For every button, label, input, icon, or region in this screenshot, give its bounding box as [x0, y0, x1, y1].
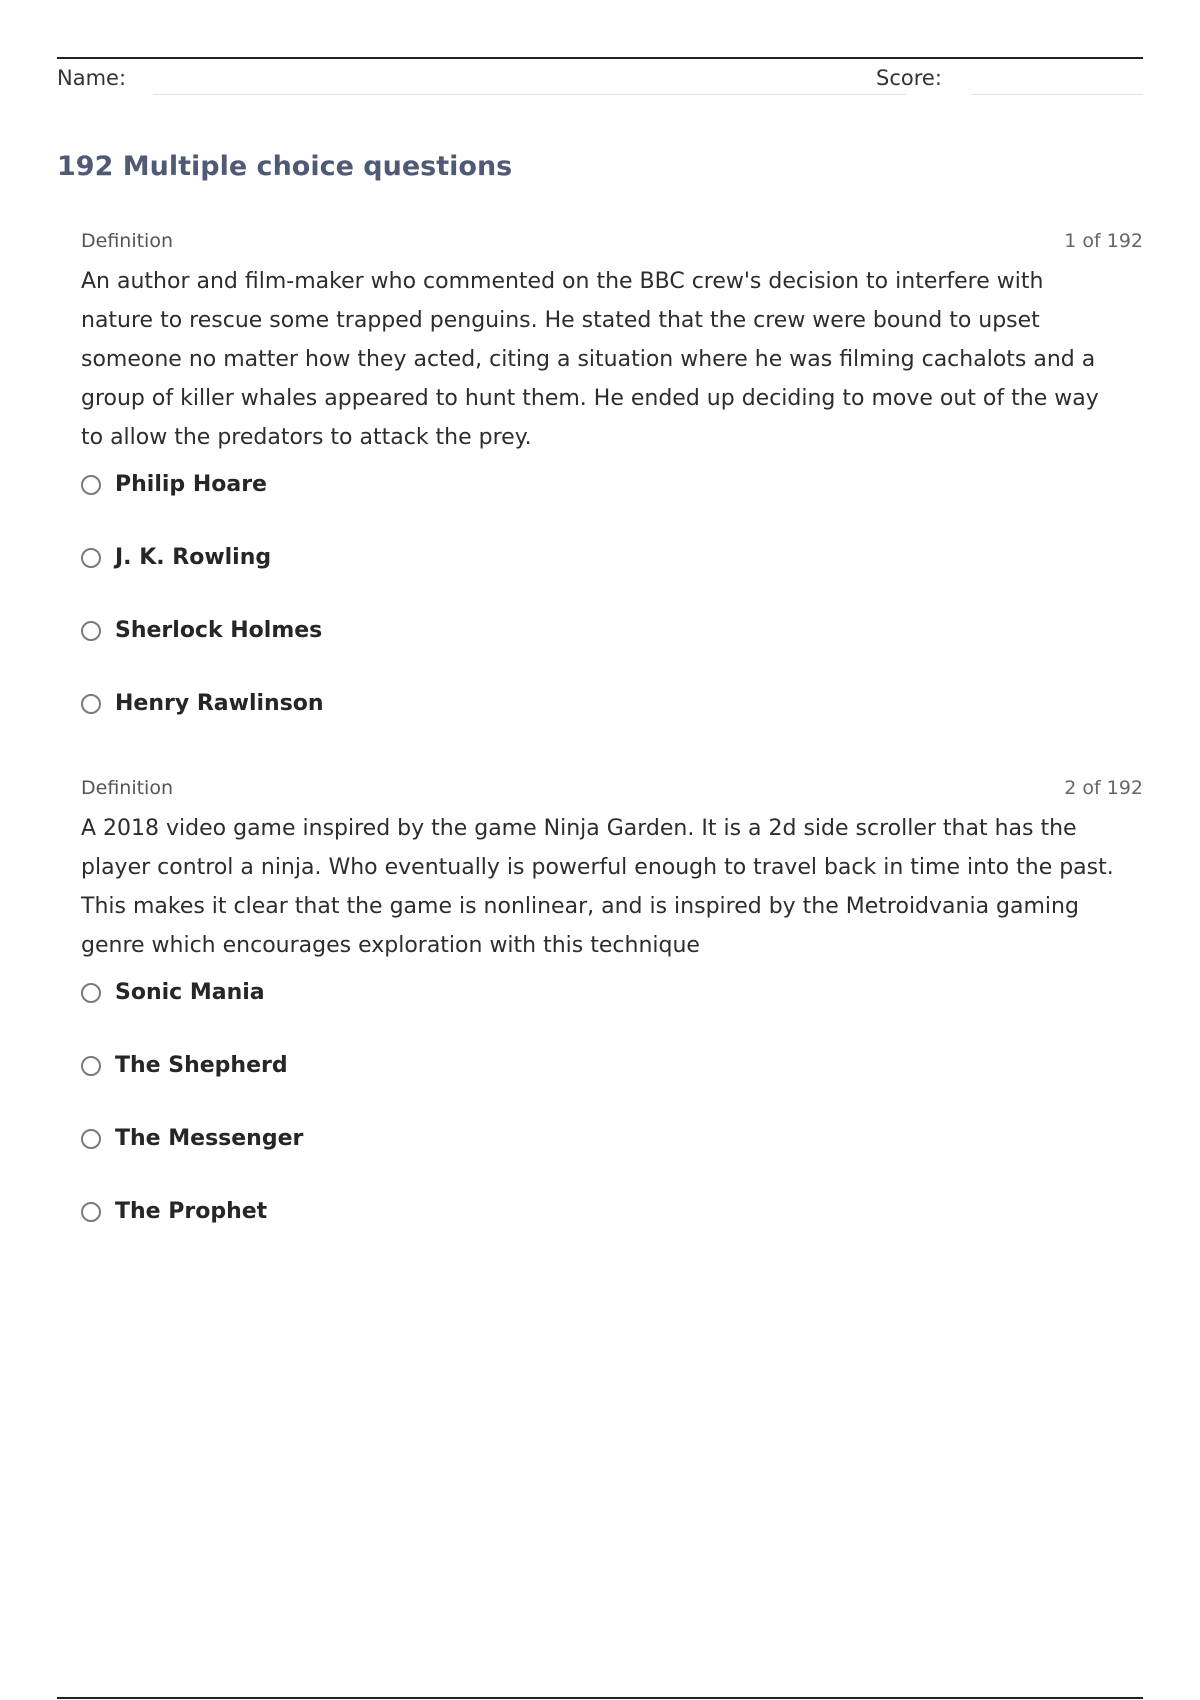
- radio-circle-icon[interactable]: [81, 1202, 101, 1222]
- radio-circle-icon[interactable]: [81, 548, 101, 568]
- answer-label: Sonic Mania: [115, 980, 265, 1005]
- radio-circle-icon[interactable]: [81, 621, 101, 641]
- answer-label: The Prophet: [115, 1199, 268, 1224]
- answer-label: The Shepherd: [115, 1053, 288, 1078]
- answer-label: J. K. Rowling: [115, 545, 272, 570]
- answer-option[interactable]: [81, 688, 1143, 761]
- question-counter: 2 of 192: [1064, 777, 1143, 799]
- radio-circle-icon[interactable]: [81, 983, 101, 1003]
- answer-options: [81, 469, 1143, 761]
- bottom-divider: [57, 1697, 1143, 1699]
- page-title: 192 Multiple choice questions: [57, 151, 513, 182]
- question-header: [81, 775, 1143, 801]
- radio-circle-icon[interactable]: [81, 475, 101, 495]
- answer-option[interactable]: [81, 542, 1143, 615]
- answer-option[interactable]: [81, 1050, 1143, 1123]
- answer-option[interactable]: [81, 977, 1143, 1050]
- radio-circle-icon[interactable]: [81, 1056, 101, 1076]
- question-1: [81, 228, 1143, 761]
- answer-option[interactable]: [81, 1123, 1143, 1196]
- score-label: Score:: [876, 66, 942, 90]
- answer-label: Sherlock Holmes: [115, 618, 323, 643]
- question-counter: 1 of 192: [1064, 230, 1143, 252]
- radio-circle-icon[interactable]: [81, 694, 101, 714]
- question-text: An author and film-maker who commented on the BBC crew's decision to interfere with nature to rescue some trapped penguins. He stated that the crew were bound to upset someone no matter how they acted, citing a situation where he was filming cachalots and a group of killer whales appeared to hunt them. He ended up deciding to move out of the way to allow the predators to attack the prey.: [81, 269, 1099, 450]
- answer-label: The Messenger: [115, 1126, 304, 1151]
- question-type: Definition: [81, 777, 174, 799]
- question-text: A 2018 video game inspired by the game Ninja Garden. It is a 2d side scroller that has the player control a ninja. Who eventually is powerful enough to travel back in time into the past. This makes it clear that the game is nonlinear, and is inspired by the Metroidvania gaming genre which encourages exploration with this technique: [81, 816, 1114, 958]
- score-field[interactable]: [971, 94, 1143, 95]
- answer-label: Henry Rawlinson: [115, 691, 324, 716]
- answer-option[interactable]: [81, 615, 1143, 688]
- top-divider: [57, 57, 1143, 59]
- question-type: Definition: [81, 230, 174, 252]
- question-header: [81, 228, 1143, 254]
- answer-option[interactable]: [81, 1196, 1143, 1269]
- answer-options: [81, 977, 1143, 1269]
- name-label: Name:: [57, 66, 127, 90]
- answer-label: Philip Hoare: [115, 472, 267, 497]
- header-row: [57, 64, 1143, 98]
- question-2: [81, 775, 1143, 1269]
- name-field[interactable]: [153, 94, 907, 95]
- answer-option[interactable]: [81, 469, 1143, 542]
- radio-circle-icon[interactable]: [81, 1129, 101, 1149]
